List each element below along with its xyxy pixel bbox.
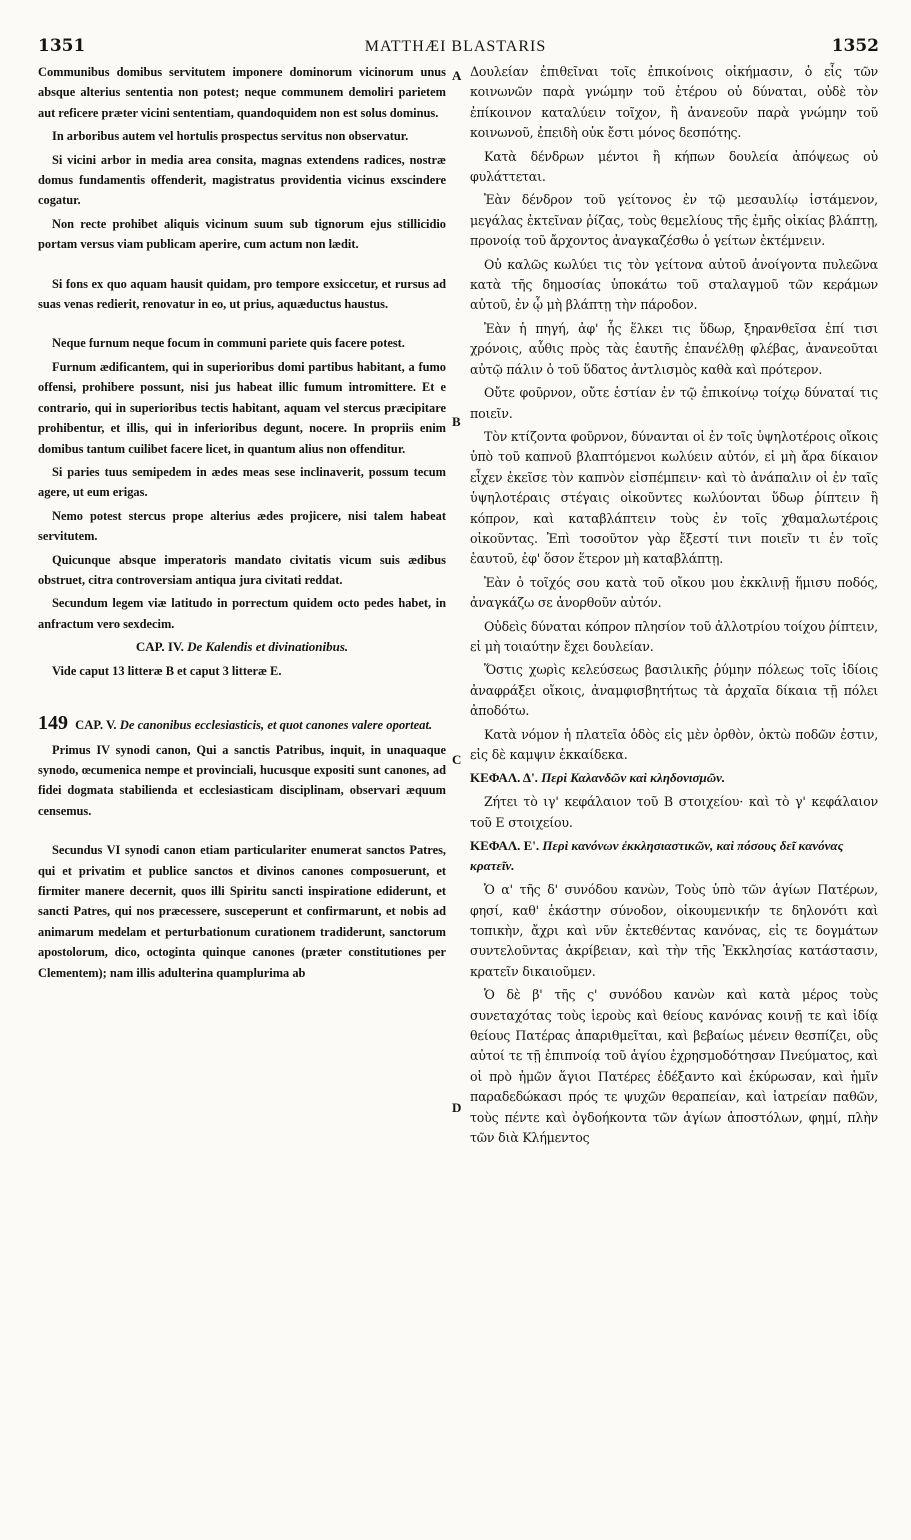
chapter-cross-reference: Vide caput 13 litteræ B et caput 3 litteræ E. <box>52 664 282 679</box>
chapter-title: De canonibus ecclesiasticis, et quot canones valere oporteat. <box>119 717 433 732</box>
chapter-label: ΚΕΦΑΛ. Ε'. <box>470 838 540 854</box>
column-number: 149 <box>38 711 68 734</box>
chapter-heading-iv <box>38 637 446 657</box>
greek-paragraph: Ὁ α' τῆς δ' συνόδου κανὼν, Τοὺς ὑπὸ τῶν ἁγίων Πατέρων, φησί, καθ' ἑκάστην σύνοδον, οἰκουμενικήν τε δηλονότι καὶ τοπικὴν, ἄχρι καὶ νῦν ἐκτεθέντας κανόνας, εἰς τε δογμάτων συντελοῦντας ἀκρίβειαν, καὶ τὴν τῆς Ἐκκλησίας κατάστασιν, κρατεῖν δικαιοῦμεν. <box>470 882 878 979</box>
greek-paragraph: Δουλείαν ἐπιθεῖναι τοῖς ἐπικοίνοις οἰκήμασιν, ὁ εἷς τῶν κοινωνῶν παρὰ γνώμην τοῦ ἑτέρου οὐ δύναται, οὐδὲ τὸν ἐπίκοινον καταλύειν τοῖχον, ἢ ἀνανεοῦν παρὰ γνώμην τοῦ κοινωνοῦ, ἐπειδὴ οὐκ ἔστι μόνος δεσπότης. <box>470 64 878 141</box>
latin-paragraph: Quicunque absque imperatoris mandato civitatis vicum suis ædibus obstruet, citra controversiam antiqua jura civitati reddat. <box>38 552 446 587</box>
greek-paragraph: Οὐ καλῶς κωλύει τις τὸν γείτονα αὐτοῦ ἀνοίγοντα πυλεῶνα κατὰ τῆς δημοσίας ὑποκάτω τοῦ σταλαγμοῦ τῶν κεράμων αὐτοῦ, ἐν ᾧ μὴ βλάπτῃ τὴν πάροδον. <box>470 256 878 313</box>
latin-paragraph: Furnum ædificantem, qui in superioribus domi partibus habitant, a fumo offensi, prohibere possunt, nisi jus habeat illic fumum intromittere. Et e contrario, qui in superioribus tectis habitant, aquam vel stercus præcipitare prohibentur, et illis, qui in inferioribus degunt, nocere. In propriis enim domibus tantum cuilibet facere licet, in quantum alius non offenditur. <box>38 359 446 456</box>
latin-paragraph: Nemo potest stercus prope alterius ædes projicere, nisi talem habeat servitutem. <box>38 508 446 544</box>
chapter-label: CAP. V. <box>75 717 117 732</box>
chapter-title: De Kalendis et divinationibus. <box>187 639 349 655</box>
greek-paragraph: Ἐὰν ὁ τοῖχός σου κατὰ τοῦ οἴκου μου ἐκκλινῇ ἥμισυ ποδός, ἀναγκάζω σε ἀνορθοῦν αὐτόν. <box>470 574 878 611</box>
greek-paragraph: Ἐὰν δένδρον τοῦ γείτονος ἐν τῷ μεσαυλίῳ ἱστάμενον, μεγάλας ἐκτεῖναν ῥίζας, τοὺς θεμελίους τῆς ἐμῆς οἰκίας βλάπτῃ, προνοίᾳ τοῦ ἄρχοντος ἀναγκαζέσθω ὁ γείτων ἐκτέμνειν. <box>470 192 878 249</box>
latin-paragraph: Secundus VI synodi canon etiam particulariter enumerat sanctos Patres, qui et privatim et publice sanctos et divinos canones composuerunt, et firmiter manere decernit, quos illi Spiritu sancti inspiratione ediderunt, et sancti Patres, qui nos præcessere, susceperunt et confirmarunt, et nobis ad animarum medelam et perturbationum curationem tradiderunt, sanctorum apostolorum, dico, octoginta quinque canones (præter constitutiones per Clementem); nam illis adulterina quamplurima ab <box>38 843 446 980</box>
greek-paragraph: Ὅστις χωρὶς κελεύσεως βασιλικῆς ῥύμην πόλεως τοῖς ἰδίοις ἀναφράξει οἴκοις, ἀναμφισβητήτως τὰ ἀρχαῖα δίκαια τῇ πόλει ἀποδότω. <box>470 662 878 719</box>
page-number-right: 1352 <box>831 36 879 56</box>
greek-paragraph: Κατὰ δένδρων μέντοι ἢ κήπων δουλεία ἀπόψεως οὐ φυλάττεται. <box>470 148 878 185</box>
chapter-heading-v <box>38 711 446 734</box>
greek-column <box>470 62 878 1152</box>
greek-paragraph: Ἐὰν ἡ πηγή, ἀφ' ἧς ἕλκει τις ὕδωρ, ξηρανθεῖσα ἐπί τισι χρόνοις, αὖθις πρὸς τὰς ἑαυτῆς ἐπανέλθῃ φλέβας, ἀνανεοῦται αὐτῷ πάλιν ὁ τοῦ ὕδατος ἀντλισμὸς καθὰ καὶ πρότερον. <box>470 320 878 377</box>
margin-marker-b: B <box>452 414 461 429</box>
greek-paragraph: Τὸν κτίζοντα φοῦρνον, δύνανται οἱ ἐν τοῖς ὑψηλοτέροις οἴκοις ὑπὸ τοῦ καπνοῦ βλαπτόμενοι κωλύειν αὐτόν, εἰ μὴ ἄρα δίκαιον εἶχεν ἐκεῖσε τὸν καπνὸν εἰσπέμπειν· καὶ τὸ ἀνάπαλιν οἱ ἐν ταῖς ὑψηλοτέραις στέγαις οἰκοῦντες κωλύονται ὕδωρ ῥίπτειν ἢ κόπρον, καὶ καταβλάπτειν τοὺς ἐν τοῖς χθαμαλωτέροις οἰκοῦντας. Ἐπὶ τοσοῦτον γὰρ ἔξεστί τινι ποιεῖν τι ἐν τοῖς ἑαυτοῦ, ἐφ' ὅσον ἕτερον μὴ καταβλάπτῃ. <box>470 428 878 567</box>
latin-paragraph: Communibus domibus servitutem imponere dominorum vicinorum unus absque alterius sententia non potest; neque communem demoliri parietem aut reficere præter vicini sententiam, quandoquidem non est solus dominus. <box>38 65 446 120</box>
margin-marker-a: A <box>452 68 462 83</box>
latin-column <box>38 62 446 986</box>
margin-marker-d: D <box>452 1100 462 1115</box>
greek-paragraph: Οὔτε φοῦρνον, οὔτε ἑστίαν ἐν τῷ ἐπικοίνῳ τοίχῳ δύναταί τις ποιεῖν. <box>470 385 878 421</box>
page-number-left: 1351 <box>38 36 86 56</box>
latin-paragraph: Primus IV synodi canon, Qui a sanctis Patribus, inquit, in unaquaque synodo, œcumenica nempe et provinciali, hucusque expositi sunt canones, ad fidei dogmata stabilienda et ecclesiasticam disciplinam, observari æquum censemus. <box>38 742 446 818</box>
chapter-heading-delta <box>470 768 878 788</box>
latin-paragraph: Neque furnum neque focum in communi pariete quis facere potest. <box>52 336 405 351</box>
margin-marker-c: C <box>452 752 462 767</box>
chapter-heading-epsilon <box>470 836 878 876</box>
chapter-label: CAP. IV. <box>135 639 184 655</box>
chapter-title: Περὶ Καλανδῶν καὶ κληδονισμῶν. <box>541 770 726 786</box>
running-title: MATTHÆI BLASTARIS <box>364 38 547 55</box>
chapter-cross-reference: Ζήτει τὸ ιγ' κεφάλαιον τοῦ Β στοιχείου· καὶ τὸ γ' κεφάλαιον τοῦ Ε στοιχείου. <box>470 794 878 830</box>
latin-paragraph: Si paries tuus semipedem in ædes meas sese inclinaverit, possum tecum agere, ut eum erigas. <box>38 464 446 500</box>
latin-paragraph: Secundum legem viæ latitudo in porrectum quidem octo pedes habet, in anfractum vero sexdecim. <box>38 596 446 631</box>
greek-paragraph: Κατὰ νόμον ἡ πλατεῖα ὁδὸς εἰς μὲν ὀρθὸν, ὀκτὼ ποδῶν ἐστιν, εἰς δὲ καμψιν ἑκκαίδεκα. <box>470 726 878 762</box>
latin-paragraph: Si vicini arbor in media area consita, magnas extendens radices, nostræ domus fundamentis offenderit, magistratus providentia vicinus exscindere cogatur. <box>38 152 446 208</box>
latin-paragraph: Non recte prohibet aliquis vicinum suum sub tignorum ejus stillicidio portam versus viam publicam aperire, cum actum non lædit. <box>38 216 446 252</box>
greek-paragraph: Οὐδεὶς δύναται κόπρον πλησίον τοῦ ἀλλοτρίου τοίχου ῥίπτειν, εἰ μὴ τοιαύτην ἔχει δουλείαν. <box>470 618 878 654</box>
chapter-title: Περὶ κανόνων ἐκκλησιαστικῶν, καὶ πόσους δεῖ κανόνας κρατεῖν. <box>470 838 844 874</box>
latin-paragraph: Si fons ex quo aquam hausit quidam, pro tempore exsiccetur, et rursus ad suas venas redierit, renovatur in eo, ut prius, aquæductus haustus. <box>38 276 446 312</box>
chapter-label: ΚΕΦΑΛ. Δ'. <box>470 770 538 786</box>
latin-paragraph: In arboribus autem vel hortulis prospectus servitus non observatur. <box>52 129 409 144</box>
greek-paragraph: Ὁ δὲ β' τῆς ς' συνόδου κανὼν καὶ κατὰ μέρος τοὺς συνεταχότας τοὺς ἱεροὺς καὶ θείους κανόνας κοινῇ τε καὶ ἰδίᾳ θείους Πατέρας ἀπαριθμεῖται, καὶ βεβαίως μένειν θεσπίζει, οὓς αὐτοί τε τῇ ἐπιπνοίᾳ τοῦ ἁγίου ἐχρησμοδότησαν Πνεύματος, καὶ οἱ πρὸ ἡμῶν ἅγιοι Πατέρες ἐδέξαντο καὶ ἐκύρωσαν, καὶ ἡμῖν παραδεδώκασι πρός τε ψυχῶν θεραπείαν, καὶ ἰατρείαν παθῶν, τοὺς πέντε καὶ ὀγδοήκοντα τῶν ἁγίων ἀποστόλων, φημί, πλὴν τῶν διὰ Κλήμεντος <box>470 987 878 1146</box>
